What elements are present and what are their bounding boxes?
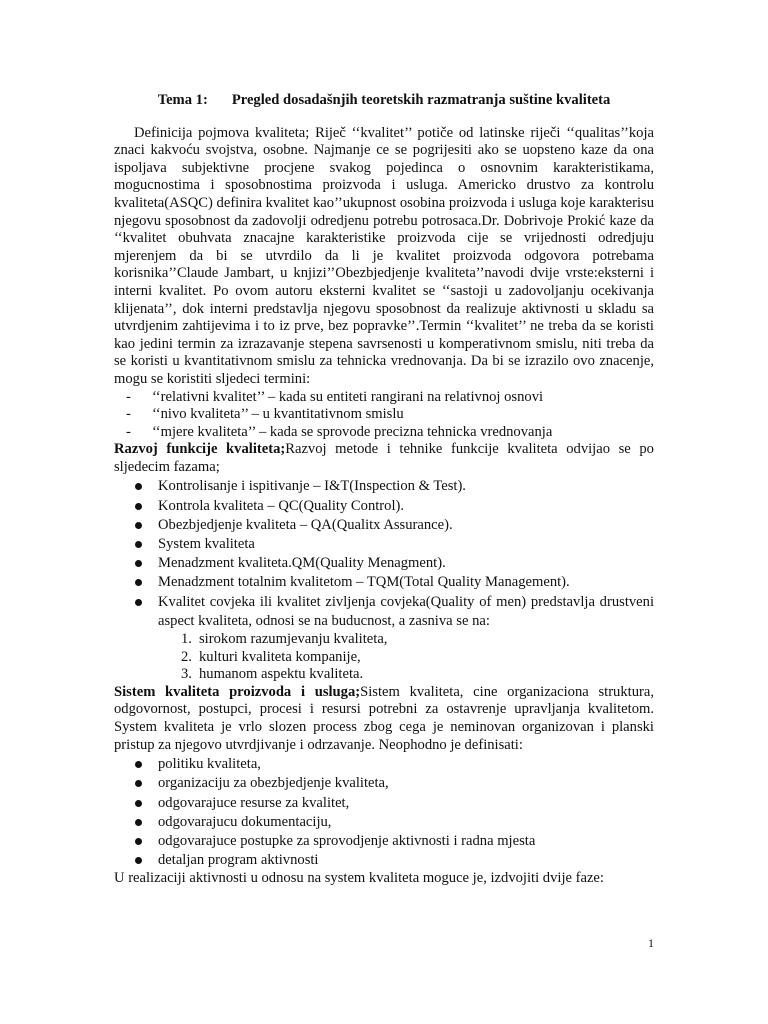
phases-list (114, 477, 654, 631)
define-item: politiku kvaliteta, (134, 755, 654, 774)
phase-item: Kontrolisanje i ispitivanje – I&T(Inspection & Test). (134, 477, 654, 496)
sistem-heading: Sistem kvaliteta proizvoda i usluga; (114, 683, 361, 700)
item-text: kulturi kvaliteta kompanije, (199, 648, 361, 665)
item-text: humanom aspektu kvaliteta. (199, 666, 364, 683)
sistem-text: Sistem kvaliteta, cine organizaciona struktura, odgovornost, postupci, procesi i resursi potrebni za ostavrenje upravljanja kvalitetom. System kvaliteta je vrlo slozen process zbog cega je neminovan organizovan i planski pristup za njegovo utvrdjivanje i odrzavanje. Neophodno je definisati: (114, 683, 654, 753)
item-number: 3. (181, 666, 192, 683)
document-page (114, 92, 654, 888)
title-text: Pregled dosadašnjih teoretskih razmatranja suštine kvaliteta (231, 92, 611, 108)
numbered-item (181, 649, 654, 667)
define-item: organizaciju za obezbjedjenje kvaliteta, (134, 774, 654, 793)
dash-list (114, 389, 654, 442)
define-item: odgovarajuce resurse za kvalitet, (134, 794, 654, 813)
closing-paragraph: U realizaciji aktivnosti u odnosu na system kvaliteta moguce je, izdvojiti dvije faze: (114, 870, 604, 887)
item-text: sirokom razumjevanju kvaliteta, (199, 631, 388, 648)
razvoj-paragraph (114, 441, 654, 476)
item-number: 2. (181, 648, 192, 665)
phase-item: Menadzment totalnim kvalitetom – TQM(Total Quality Management). (134, 573, 654, 592)
define-item: detaljan program aktivnosti (134, 851, 654, 870)
razvoj-text: Razvoj metode i tehnike funkcije kvaliteta odvijao se po sljedecim fazama; (114, 441, 654, 475)
numbered-item (181, 666, 654, 684)
dash-item: - ‘‘relativni kvalitet’’ – kada su entiteti rangirani na relativnoj osnovi (126, 389, 654, 407)
numbered-list (114, 631, 654, 684)
numbered-item (181, 631, 654, 649)
page-title (114, 92, 654, 110)
dash-item: - ‘‘mjere kvaliteta’’ – kada se sprovode precizna tehnicka vrednovanja (126, 424, 654, 442)
item-number: 1. (181, 631, 192, 648)
define-item: odgovarajuce postupke za sprovodjenje aktivnosti i radna mjesta (134, 832, 654, 851)
define-item: odgovarajucu dokumentaciju, (134, 813, 654, 832)
phase-item: Kvalitet covjeka ili kvalitet zivljenja covjeka(Quality of men) predstavlja drustveni aspect kvaliteta, odnosi se na buducnost, a zasniva se na: (134, 593, 654, 631)
define-list (114, 755, 654, 870)
razvoj-heading: Razvoj funkcije kvaliteta; (114, 441, 286, 458)
phase-item: Kontrola kvaliteta – QC(Quality Control). (134, 497, 654, 516)
phase-item: Obezbjedjenje kvaliteta – QA(Qualitx Assurance). (134, 516, 654, 535)
sistem-paragraph (114, 684, 654, 754)
phase-item: Menadzment kvaliteta.QM(Quality Menagment). (134, 554, 654, 573)
page-number: 1 (648, 936, 654, 950)
intro-paragraph: Definicija pojmova kvaliteta; Riječ ‘‘kvalitet’’ potiče od latinske riječi ‘‘qualitas’’koja znaci kakvoću svojstva, osobne. Najmanje ce se pogrijesiti ako se uopsteno kaze da ona ispoljava subjektivne procjene svakog pojedinca o osnovnim karakteristikama, mogucnostima i sposobnostima proizvoda i usluga. Americko drustvo za kontrolu kvaliteta(ASQC) definira kvalitet kao’’ukupnost osobina proizvoda i usluga koje karakterisu njegovu sposobnost da zadovolji odredjenu potrebu potrosaca.Dr. Dobrivoje Prokić kaze da ‘‘kvalitet obuhvata znacajne karakteristike proizvoda cije se vrijednosti odredjuju mjerenjem da bi se utvrdilo da li je kvalitet proizvoda odgovora potrebama korisnika’’Claude Jambart, u knjizi’’Obezbjedjenje kvaliteta’’navodi dvije vrste:eksterni i interni kvalitet. Po ovom autoru eksterni kvalitet se ‘‘sastoji u zadovoljanju ocekivanja klijenata’’, dok interni predstavlja njegovu sposobnost da realizuje aktivnosti u skladu sa utvrdjenim zahtijevima i to iz prve, bez popravke’’.Termin ‘‘kvalitet’’ ne treba da se koristi kao jedini termin za izrazavanje stepena savrsenosti u komperativnom smislu, niti treba da se koristi u kvantitativnom smislu za tehnicka vrednovanja. Da bi se izrazilo ovo znacenje, mogu se koristiti sljedeci termini: (114, 124, 654, 387)
phase-item: System kvaliteta (134, 535, 654, 554)
dash-item: - ‘‘nivo kvaliteta’’ – u kvantitativnom smislu (126, 406, 654, 424)
title-number: Tema 1: (157, 92, 208, 108)
